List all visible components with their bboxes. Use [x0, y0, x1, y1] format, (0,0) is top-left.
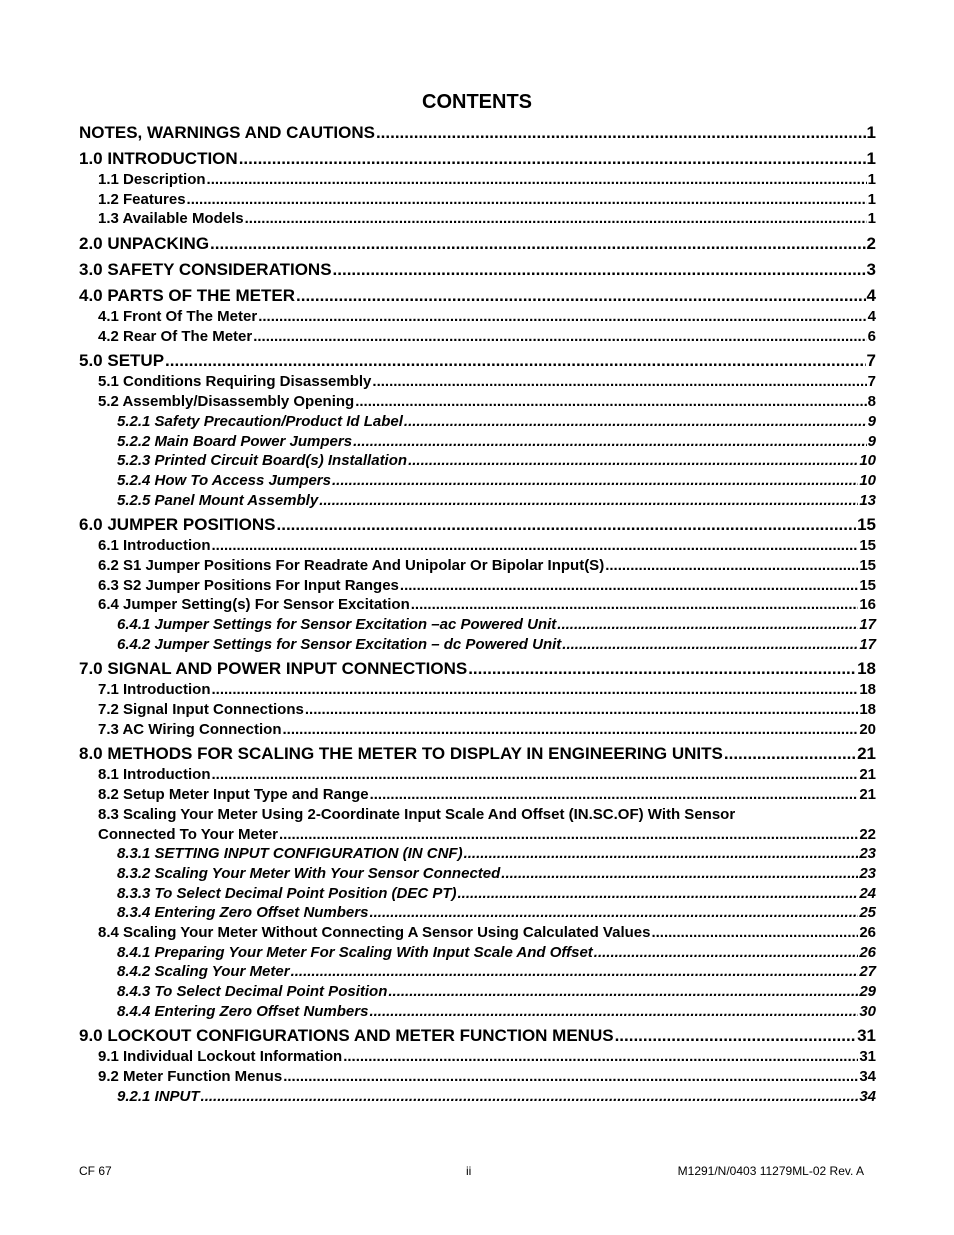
toc-entry[interactable]	[79, 1025, 876, 1047]
toc-entry[interactable]	[79, 785, 876, 805]
toc-entry-page: 24	[859, 884, 876, 902]
toc-entry[interactable]	[79, 844, 876, 864]
toc-entry[interactable]	[79, 700, 876, 720]
toc-entry-title: 7.3 AC Wiring Connection	[98, 720, 282, 738]
leader-dots	[458, 884, 859, 904]
toc-entry[interactable]	[79, 658, 876, 680]
leader-dots	[258, 307, 866, 327]
toc-entry-title: 9.1 Individual Lockout Information	[98, 1048, 343, 1066]
toc-entry-page: 23	[859, 845, 876, 863]
toc-entry-page: 16	[859, 596, 876, 614]
toc-entry-title: 3.0 SAFETY CONSIDERATIONS	[79, 260, 332, 280]
toc-entry-page: 18	[859, 681, 876, 699]
toc-entry-page: 21	[859, 766, 876, 784]
toc-entry-title: 9.2.1 INPUT	[117, 1087, 200, 1105]
footer-left: CF 67	[79, 1164, 112, 1178]
leader-dots	[277, 514, 857, 536]
leader-dots	[212, 536, 859, 556]
toc-entry-page: 7	[867, 373, 876, 391]
toc-entry[interactable]	[79, 170, 876, 190]
toc-entry[interactable]	[79, 962, 876, 982]
toc-entry[interactable]	[79, 514, 876, 536]
toc-entry-title: 9.2 Meter Function Menus	[98, 1068, 283, 1086]
leader-dots	[408, 451, 858, 471]
toc-entry-page: 2	[866, 234, 876, 254]
toc-entry[interactable]	[79, 923, 876, 943]
toc-entry[interactable]	[79, 122, 876, 144]
toc-entry-page: 1	[866, 149, 876, 168]
leader-dots	[370, 785, 859, 805]
leader-dots	[283, 1067, 858, 1087]
toc-entry-title: 6.2 S1 Jumper Positions For Readrate And Unipolar Or Bipolar Input(S)	[98, 556, 605, 574]
toc-entry-title: 5.2.4 How To Access Jumpers	[117, 471, 331, 489]
toc-entry-title: 5.1 Conditions Requiring Disassembly	[98, 373, 372, 391]
leader-dots	[355, 392, 866, 412]
leader-dots	[411, 595, 859, 615]
toc-entry[interactable]	[79, 392, 876, 412]
toc-entry[interactable]	[79, 536, 876, 556]
toc-entry-page: 22	[859, 825, 876, 843]
toc-entry-title: 4.2 Rear Of The Meter	[98, 327, 253, 345]
toc-entry-page: 21	[857, 744, 876, 764]
toc-entry[interactable]	[79, 432, 876, 452]
toc-entry-page: 23	[859, 864, 876, 882]
toc-entry-title: 5.2 Assembly/Disassembly Opening	[98, 393, 355, 411]
toc-entry-page: 3	[866, 260, 876, 280]
toc-entry[interactable]	[79, 943, 876, 963]
leader-dots	[464, 844, 859, 864]
toc-entry-title: 1.0 INTRODUCTION	[79, 149, 238, 168]
toc-entry[interactable]	[79, 233, 876, 255]
toc-entry[interactable]	[79, 327, 876, 347]
toc-entry[interactable]	[79, 680, 876, 700]
toc-entry-page: 15	[859, 556, 876, 574]
toc-entry-title: 7.0 SIGNAL AND POWER INPUT CONNECTIONS	[79, 659, 468, 679]
leader-dots	[369, 903, 858, 923]
toc-entry[interactable]	[79, 259, 876, 281]
toc-entry-title: 8.4.2 Scaling Your Meter	[117, 963, 290, 981]
toc-entry-title: 8.2 Setup Meter Input Type and Range	[98, 786, 369, 804]
toc-entry[interactable]	[79, 209, 876, 229]
leader-dots	[501, 864, 858, 884]
toc-entry-page: 10	[859, 452, 876, 470]
leader-dots	[165, 350, 865, 372]
toc-entry[interactable]	[79, 720, 876, 740]
toc-entry-title: 8.3.3 To Select Decimal Point Position (DEC PT)	[117, 884, 457, 902]
toc-entry-page: 8	[867, 393, 876, 411]
toc-entry[interactable]	[79, 982, 876, 1002]
toc-entry-title: 4.1 Front Of The Meter	[98, 308, 258, 326]
toc-entry[interactable]	[79, 412, 876, 432]
toc-entry[interactable]	[79, 350, 876, 372]
toc-entry-page: 30	[859, 1002, 876, 1020]
toc-entry[interactable]	[79, 743, 876, 765]
leader-dots	[201, 1087, 859, 1107]
toc-entry-title: 9.0 LOCKOUT CONFIGURATIONS AND METER FUNCTION MENUS	[79, 1026, 614, 1046]
leader-dots	[282, 720, 858, 740]
toc-entry[interactable]	[79, 451, 876, 471]
toc-entry-page: 9	[867, 432, 876, 450]
leader-dots	[615, 1025, 857, 1047]
toc-entry-page: 34	[859, 1068, 876, 1086]
leader-dots	[400, 576, 858, 596]
toc-entry-title: 5.2.5 Panel Mount Assembly	[117, 491, 319, 509]
toc-entry[interactable]	[79, 595, 876, 615]
leader-dots	[279, 825, 858, 845]
toc-entry-title: 8.3.2 Scaling Your Meter With Your Sensor Connected	[117, 864, 501, 882]
leader-dots	[594, 943, 859, 963]
toc-entry-page: 29	[859, 983, 876, 1000]
toc-entry-title: 5.2.2 Main Board Power Jumpers	[117, 432, 353, 450]
toc-entry[interactable]	[79, 1067, 876, 1087]
toc-entry-page: 25	[859, 904, 876, 922]
toc-entry-page: 17	[859, 616, 876, 633]
toc-entry[interactable]	[79, 491, 876, 511]
leader-dots	[343, 1047, 858, 1067]
leader-dots	[305, 700, 858, 720]
toc-entry-title: 8.3.4 Entering Zero Offset Numbers	[117, 904, 369, 922]
toc-entry-page: 4	[867, 308, 876, 326]
toc-entry-title: 7.1 Introduction	[98, 681, 211, 699]
toc-entry[interactable]	[79, 307, 876, 327]
toc-entry-page: 13	[859, 491, 876, 509]
toc-entry-title: 8.4.4 Entering Zero Offset Numbers	[117, 1002, 369, 1020]
toc-entry-page: 31	[859, 1048, 876, 1066]
leader-dots	[187, 190, 867, 210]
toc-entry-title: 6.3 S2 Jumper Positions For Input Ranges	[98, 576, 399, 594]
toc-entry-page: 1	[867, 210, 876, 228]
toc-entry-page: 1	[866, 123, 876, 142]
leader-dots	[212, 765, 859, 785]
toc-entry-title: 4.0 PARTS OF THE METER	[79, 286, 295, 306]
toc-entry-title: 5.2.3 Printed Circuit Board(s) Installation	[117, 452, 408, 470]
toc-entry[interactable]	[79, 615, 876, 635]
leader-dots	[333, 259, 866, 281]
toc-entry[interactable]	[79, 884, 876, 904]
toc-entry-title: 6.4.1 Jumper Settings for Sensor Excitation –ac Powered Unit	[117, 616, 557, 633]
toc-entry-page: 26	[859, 943, 876, 961]
leader-dots	[291, 962, 859, 982]
leader-dots	[245, 209, 867, 229]
leader-dots	[210, 233, 865, 255]
leader-dots	[212, 680, 859, 700]
toc-entry[interactable]	[79, 372, 876, 392]
page-title: CONTENTS	[422, 91, 532, 113]
toc-entry[interactable]	[79, 556, 876, 576]
toc-entry-page: 18	[857, 659, 876, 679]
toc-entry-title: 1.1 Description	[98, 171, 206, 188]
toc-entry-page: 17	[859, 635, 876, 653]
toc-entry-title: 8.3.1 SETTING INPUT CONFIGURATION (IN CNF)	[117, 845, 463, 863]
toc-entry[interactable]	[79, 148, 876, 170]
toc-entry-page: 26	[859, 923, 876, 941]
leader-dots	[372, 372, 866, 392]
leader-dots	[207, 170, 867, 190]
toc-entry-title: Connected To Your Meter	[98, 825, 279, 843]
toc-entry[interactable]	[79, 190, 876, 210]
toc-entry-page: 21	[859, 786, 876, 804]
footer-document-id: M1291/N/0403 11279ML-02 Rev. A	[677, 1164, 864, 1178]
toc-entry-page: 18	[859, 701, 876, 719]
toc-entry[interactable]	[79, 765, 876, 785]
toc-entry[interactable]	[79, 1087, 876, 1107]
leader-dots	[404, 412, 867, 432]
toc-entry-title: 8.1 Introduction	[98, 766, 211, 784]
toc-entry[interactable]	[79, 864, 876, 884]
leader-dots	[557, 615, 858, 635]
toc-entry[interactable]	[79, 825, 876, 845]
toc-entry-title: 6.4.2 Jumper Settings for Sensor Excitation – dc Powered Unit	[117, 635, 562, 653]
toc-entry-title: 5.0 SETUP	[79, 351, 165, 371]
footer-page-number: ii	[466, 1164, 472, 1178]
toc-entry-page: 1	[867, 190, 876, 208]
toc-entry-page: 6	[867, 327, 876, 345]
leader-dots	[253, 327, 866, 347]
toc-entry-page: 9	[867, 412, 876, 430]
toc-entry-title: 6.0 JUMPER POSITIONS	[79, 515, 276, 535]
toc-entry-title: 1.2 Features	[98, 190, 186, 208]
table-of-contents	[79, 118, 876, 1106]
toc-entry-title: 1.3 Available Models	[98, 210, 244, 228]
toc-entry-title: 8.4 Scaling Your Meter Without Connecting A Sensor Using Calculated Values	[98, 923, 651, 941]
toc-entry-page: 20	[859, 720, 876, 738]
leader-dots	[605, 556, 858, 576]
toc-entry-title: 2.0 UNPACKING	[79, 234, 210, 254]
toc-entry-title: 8.4.1 Preparing Your Meter For Scaling With Input Scale And Offset	[117, 943, 593, 961]
toc-entry-line[interactable]: 8.3 Scaling Your Meter Using 2-Coordinate Input Scale And Offset (IN.SC.OF) With Sensor	[98, 805, 736, 823]
leader-dots	[296, 285, 866, 307]
leader-dots	[562, 635, 858, 655]
toc-entry-title: 8.4.3 To Select Decimal Point Position	[117, 983, 388, 1000]
toc-entry-page: 7	[866, 351, 876, 371]
leader-dots	[353, 432, 867, 452]
toc-entry-page: 10	[859, 471, 876, 489]
toc-entry-title: NOTES, WARNINGS AND CAUTIONS	[79, 123, 375, 142]
toc-entry-page: 4	[866, 286, 876, 306]
toc-entry[interactable]	[79, 576, 876, 596]
toc-entry-page: 27	[859, 963, 876, 981]
toc-entry-page: 15	[859, 537, 876, 555]
leader-dots	[388, 982, 858, 1002]
toc-entry-page: 1	[867, 171, 876, 188]
leader-dots	[239, 148, 866, 170]
leader-dots	[369, 1002, 858, 1022]
toc-entry-page: 34	[859, 1087, 876, 1105]
leader-dots	[724, 743, 856, 765]
toc-entry-title: 7.2 Signal Input Connections	[98, 701, 304, 719]
toc-entry[interactable]	[79, 471, 876, 491]
toc-entry-page: 15	[857, 515, 876, 535]
toc-entry-title: 6.1 Introduction	[98, 537, 211, 555]
leader-dots	[319, 491, 858, 511]
leader-dots	[468, 658, 856, 680]
toc-entry[interactable]	[79, 1047, 876, 1067]
toc-entry-title: 5.2.1 Safety Precaution/Product Id Label	[117, 412, 403, 430]
toc-entry[interactable]	[79, 1002, 876, 1022]
leader-dots	[376, 122, 866, 144]
toc-entry-page: 31	[857, 1026, 876, 1046]
toc-entry[interactable]	[79, 903, 876, 923]
toc-entry-title: 6.4 Jumper Setting(s) For Sensor Excitation	[98, 596, 410, 614]
leader-dots	[651, 923, 858, 943]
toc-entry-page: 15	[859, 576, 876, 594]
toc-entry[interactable]	[79, 285, 876, 307]
leader-dots	[332, 471, 858, 491]
toc-entry-title: 8.0 METHODS FOR SCALING THE METER TO DISPLAY IN ENGINEERING UNITS	[79, 744, 723, 764]
toc-entry[interactable]	[79, 635, 876, 655]
